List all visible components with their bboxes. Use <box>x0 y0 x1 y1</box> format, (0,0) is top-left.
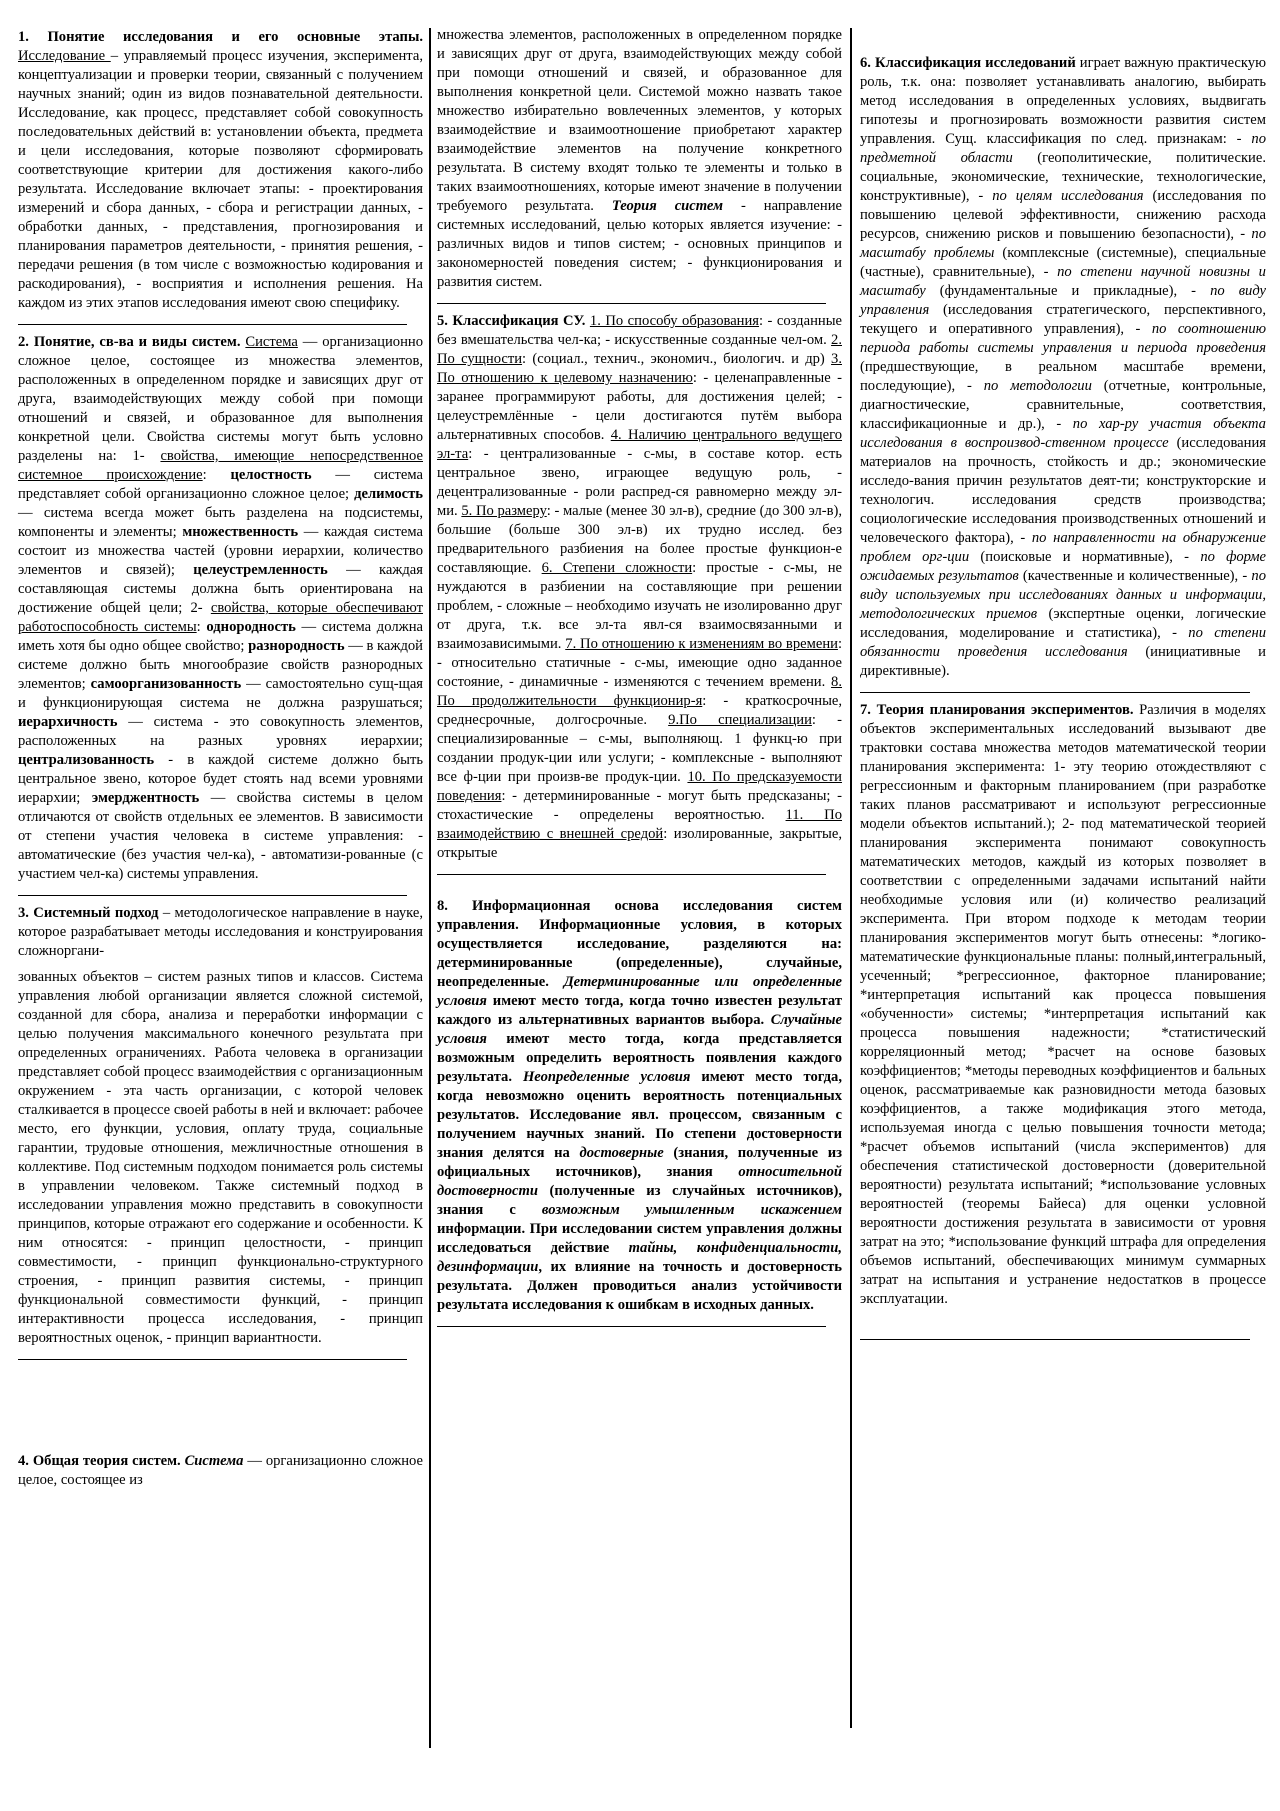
text: - направление системных исследований, целью которых является изучение: - различных видов и типов систем; - основных принципов и закономерностей поведения систем; - функционирования и развития систем. <box>437 198 842 290</box>
keyword: по форме ожидаемых результатов <box>860 549 1266 584</box>
criterion: 5. По размеру <box>461 503 547 519</box>
section-1-text: – управляемый процесс изучения, эксперимента, концептуализации и проверки теории, связанный с получением научных знаний; один из видов познавательной деятельности. Исследование, как процесс, представляет собой совокупность последовательных действий в: установлении объекта, предмета и цели исследования, которые позволяют сформировать соответствующие критерии для достижения какого-либо результата. Исследование включает этапы: - проектирования измерений и сбора данных, - сбора и регистрации данных, - обработки данных, - представления, прогнозирования и планирования параметров деятельности, - принятия решения, - передачи решения (в том числе с возможностью кодирования и раскодирования), - восприятия и исполнения решения. На каждом из этих этапов исследования имеют свою специфику. <box>18 48 423 311</box>
text: — каждая система состоит из множества частей (уровни иерархии, количество элементов и связей); <box>18 524 423 578</box>
keyword: по целям исследования <box>992 188 1144 204</box>
text: (полученные из случайных источников), знания с <box>437 1183 842 1218</box>
section-4-continued <box>437 26 842 292</box>
separator <box>18 1359 407 1360</box>
keyword: достоверные <box>579 1145 664 1161</box>
separator <box>437 303 826 304</box>
text: — свойства системы в целом отличаются от свойств отдельных ее элементов. В зависимости от степени участия человека в системе управления: - автоматические (без участия чел-ка), - автоматизи-рованные (с участием чел-ка) системы управления. <box>18 790 423 882</box>
text: (поисковые и нормативные), - <box>969 549 1201 565</box>
term-research: Исследование <box>18 48 111 64</box>
keyword: тайны, конфиденциальности, дезинформации <box>437 1240 842 1275</box>
text: (фундаментальные и прикладные), - <box>925 283 1211 299</box>
section-2: 2. Понятие, св-ва и виды систем. Система — организационно сложное целое, состоящее из множества элементов, расположенных в определенном порядке и зависящих друг от друга, взаимодействующих между собой при помощи отношений и связей, и образованное для выполнения конкретной цели. Свойства системы могут быть условно разделены на: 1- свойства, имеющие непосредственное системное происхождение: целостность — система представляет собой организационно сложное целое; делимость — система всегда может быть разделена на подсистемы, компоненты и элементы; множественность — каждая система состоит из множества частей (уровни иерархии, количество элементов и связей); целеустремленность — каждая составляющая системы должна быть ориентирована на достижение общей цели; 2- свойства, которые обеспечивают работоспособность системы: однородность — система должна иметь хотя бы одно общее свойство; разнородность — в каждой системе должно быть многообразие свойств разнородных элементов; самоорганизованность — самостоятельно сущ-щая и функционирующая система не должна разрушаться; иерархичность — система - это совокупность элементов, расположенных на разных уровнях иерархии; централизованность - в каждой системе должно быть центральное звено, которое будет стоять над всеми уровнями иерархии; эмерджентность — свойства системы в целом отличаются от свойств отдельных ее элементов. В зависимости от степени участия человека в системе управления: - автоматические (без участия чел-ка), - автоматизи-рованные (с участием чел-ка) системы управления. <box>18 334 424 882</box>
keyword: по степени обязанности проведения исследования <box>860 625 1266 660</box>
text: играет важную практическую роль, т.к. она: позволяет устанавливать аналогию, выбирать метод исследования в определенных условиях, выдвигать гипотезы и прогнозировать возможности развития систем управления. Сущ. классификация по след. признакам: - <box>860 55 1266 147</box>
text: (исследования материалов на прочность, стойкость и др.; экономические исследо-вания причин результатов деят-ти; конструкторские и технологич. исследования средств производства; социологические исследования производственных отношений и человеческого фактора), - <box>860 435 1266 546</box>
keyword: целостность <box>230 467 312 483</box>
section-1 <box>18 28 423 313</box>
criterion: 10. По предсказуемости поведения <box>437 769 842 804</box>
text: : - детерминированные - могут быть предсказаны; - стохастические - определены вероятностью. <box>437 788 842 823</box>
text: : простые - с-мы, не нуждаются в разбиении на составляющие при решении проблем, - сложные – необходимо изучать не изолированно друг от друга, т.к. все эл-та явл-ся взаимосвязанными и взаимозависимыми. <box>437 560 842 652</box>
properties-group-1: свойства, имеющие непосредственное системное происхождение <box>18 448 423 483</box>
keyword: делимость <box>354 486 423 502</box>
keyword: по соотношению периода работы системы управления и периода проведения <box>860 321 1266 356</box>
text: – методологическое направление в науке, которое разрабатывает методы исследования и конструирования сложноргани- <box>18 905 423 959</box>
section-2-title: 2. Понятие, св-ва и виды систем. <box>18 334 241 350</box>
section-3 <box>18 904 423 961</box>
text: : - краткосрочные, среднесрочные, долгосрочные. <box>437 693 842 728</box>
text: — в каждой системе должно быть многообразие свойств разнородных элементов; <box>18 638 423 692</box>
criterion: 6. Степени сложности <box>541 560 693 576</box>
section-3-continued <box>18 968 423 1348</box>
term-system: Система <box>184 1453 244 1469</box>
keyword: централизованность <box>18 752 155 768</box>
text: — организационно сложное целое, состоящее из <box>18 1453 423 1488</box>
text: (исследования стратегического, перспективного, текущего и оперативного управления), - <box>860 302 1266 337</box>
criterion: 8. По продолжительности функционир-я <box>437 674 842 709</box>
criterion: 4. Наличию центрального ведущего эл-та <box>437 427 842 462</box>
keyword: однородность <box>206 619 296 635</box>
text: — каждая составляющая системы должна быть ориентирована на достижение общей цели; 2- <box>18 562 424 616</box>
keyword: по степени научной новизны и масштабу <box>860 264 1266 299</box>
text: множества элементов, расположенных в определенном порядке и зависящих друг от друга, взаимодействующих между собой при помощи отношений и связей, и образованное для выполнения конкретной цели. Системой можно назвать такое множество избирательно вовлеченных элементов, у которых взаимодействие и взаимоотношение приобретают характер взаимодействие элементов на получение конкретного результата. В систему входят только те элементы и только в таких взаимоотношениях, которые имеют значение в получении требуемого результата. <box>437 27 842 214</box>
keyword: по направленности на обнаружение проблем орг-ции <box>860 530 1266 565</box>
column-3 <box>860 54 1266 1348</box>
keyword: целеустремленность <box>193 562 328 578</box>
keyword: по предметной области <box>860 131 1266 166</box>
column-2 <box>437 26 842 1335</box>
separator <box>860 1339 1250 1340</box>
text: : - относительно статичные - с-мы, имеющие одно заданное состояние, - динамичные - изменяются с течением времени. <box>437 636 842 690</box>
separator <box>860 692 1250 693</box>
keyword: эмерджентность <box>91 790 200 806</box>
separator <box>437 874 826 875</box>
text: (знания, полученные из официальных источников), знания <box>437 1145 842 1180</box>
keyword: самоорганизованность <box>90 676 242 692</box>
text: Информационные условия, в которых осуществляется исследование, разделяются на: детерминированные (определенные), случайные, неопределенные. <box>437 917 842 990</box>
separator <box>18 895 407 896</box>
keyword: по хар-ру участия объекта исследования в воспроизвод-ственном процессе <box>860 416 1266 451</box>
keyword: по виду управления <box>860 283 1266 318</box>
section-7-title: 7. Теория планирования экспериментов. <box>860 702 1134 718</box>
text: (комплексные (системные), специальные (частные), сравнительные), - <box>860 245 1266 280</box>
keyword: по масштабу проблемы <box>860 226 1266 261</box>
section-6-title: 6. Классификация исследований <box>860 55 1076 71</box>
criterion: 11. По взаимодействию с внешней средой <box>437 807 842 842</box>
column-divider-right <box>850 28 852 1728</box>
keyword: разнородность <box>248 638 345 654</box>
text: (исследования по повышению целевой эффективности, снижению расхода ресурсов, снижению рисков и повышению безопасности), - <box>860 188 1267 242</box>
text: - в каждой системе должно быть центральное звено, которое будет стоять над всеми уровнями иерархии; <box>18 752 423 806</box>
section-5-title: 5. Классификация СУ. <box>437 313 586 329</box>
keyword: Детерминированные или определенные условия <box>437 974 842 1009</box>
text: информации. При исследовании систем управления должны исследоваться действие <box>437 1221 842 1256</box>
criterion: 3. По отношению к целевому назначению <box>437 351 842 386</box>
text: : - целенаправленные - заранее программируют работы, для достижения целей; - целеустремлённые - цели достигаются путём выбора альтернативных способов. <box>437 370 842 443</box>
section-5 <box>437 312 842 863</box>
text: : - централизованные - с-мы, в составе котор. есть центральное звено, играющее ведущую роль, - децентрализованные - роли распред-ся равномерно между эл-ми. <box>437 446 842 519</box>
keyword: множественность <box>182 524 299 540</box>
keyword: Неопределенные условия <box>522 1069 691 1085</box>
keyword: иерархичность <box>18 714 118 730</box>
text: : - созданные без вмешательства чел-ка; - искусственные созданные чел-ом. <box>437 313 842 348</box>
text: — самостоятельно сущ-щая и функционирующая система не должна разрушаться; <box>18 676 424 711</box>
section-4-title: 4. Общая теория систем. <box>18 1453 181 1469</box>
section-3-title: 3. Системный подход <box>18 905 159 921</box>
text: имеют место тогда, когда невозможно оценить вероятность потенциальных результатов. Исследование явл. процессом, связанным с получением научных знаний. По степени достоверности знания делятся на <box>437 1069 843 1161</box>
keyword: возможным умышленным искажением <box>541 1202 843 1218</box>
separator <box>18 324 407 325</box>
text: — система - это совокупность элементов, расположенных на разных уровнях иерархии; <box>18 714 423 749</box>
text: : - малые (менее 30 эл-в), средние (до 300 эл-в), большие (больше 300 эл-в) их трудно исслед. без предварительного разбиения на более простые функцион-е составляющие. <box>437 503 842 576</box>
column-1 <box>18 28 423 1490</box>
section-7 <box>860 701 1266 1309</box>
text: — организационно сложное целое, состоящее из множества элементов, расположенных в определенном порядке и зависящих друг от друга, взаимодействующих между собой при помощи отношений и связей, и образованное для выполнения конкретной цели. Свойства системы могут быть условно разделены на: 1- <box>18 334 423 464</box>
term-system: Система <box>245 334 298 350</box>
text: — система представляет собой организационно сложное целое; <box>18 467 424 502</box>
text: , их влияние на точность и достоверность результата. Должен проводиться анализ устойчивости результата исследования к ошибкам в исходных данных. <box>437 1259 842 1313</box>
keyword: Теория систем <box>611 198 724 214</box>
properties-group-2: свойства, которые обеспечивают работоспособность системы <box>18 600 423 635</box>
keyword: Случайные условия <box>437 1012 842 1047</box>
keyword: по методологии <box>983 378 1092 394</box>
text: (инициативные и директивные). <box>860 644 1266 679</box>
section-8 <box>437 897 842 1315</box>
text: : (социал., технич., экономич., биологич. и др) <box>522 351 832 367</box>
text: — система всегда может быть разделена на подсистемы, компоненты и элементы; <box>18 505 423 540</box>
section-1-title: 1. Понятие исследования и его основные этапы. <box>18 29 423 45</box>
criterion: 2. По сущности <box>437 332 842 367</box>
criterion: 7. По отношению к изменениям во времени <box>565 636 838 652</box>
column-divider-left <box>429 28 431 1748</box>
text: имеют место тогда, когда представляется возможным определить вероятность появления каждого результата. <box>437 1031 842 1085</box>
criterion: 9.По специализации <box>668 712 812 728</box>
text: — система должна иметь хотя бы одно общее свойство; <box>18 619 423 654</box>
keyword: по виду используемых при исследованиях данных и информации, методологических приемов <box>860 568 1266 622</box>
text: (отчетные, контрольные, диагностические, сравнительные, соответствия, классификационные и др.), - <box>860 378 1266 432</box>
section-8-title: 8. Информационная основа исследования систем управления. <box>437 898 842 933</box>
text: : - специализированные – с-мы, выполняющ. 1 функц-ю при создании продук-ции или услуги; - комплексные - выполняют все ф-ции при произв-ве продук-ции. <box>437 712 842 785</box>
section-6 <box>860 54 1266 681</box>
keyword: относительной достоверности <box>437 1164 842 1199</box>
text: Различия в моделях объектов экспериментальных исследований вызывают две трактовки состава множества методов математической теории планирования эксперимента: 1- эту теорию отождествляют с регрессионным и факторным планированием (при разработке таких планов рассматривают и используют регрессионные модели объектов испытаний.); 2- под математической теорией планирования эксперимента понимают совокупность математических методов, каждый из которых позволяет в соответствии с определенными задачами испытаний найти необходимые условия или (и) количество реализаций эксперимента. При втором подходе к методам теории планирования экспериментов могут быть отнесены: *логико-математические функциональные планы: полный,интегральный, усеченный; *регрессионное, факторное планирование; *интерпретация испытаний как процесса повышения «обученности» системы; *интерпретация испытаний как процесса повышения надежности; *статистический корреляционный метод; *расчет на основе базовых коэффициентов; *методы переводных коэффициентов и бальных оценок, рассматриваемые как разновидности метода базовых коэффициентов, а также модификация этого метода, используемая иногда с целью повышения точности метода; *расчет объемов испытаний (числа экспериментов) для обеспечения статистической достоверности (доверительной вероятности) результата испытаний; *использование условных вероятностей (теоремы Байеса) для оценки условной вероятности достижения результата в зависимости от уровня затрат на это; *использование функций штрафа для определения объемов испытаний, обеспечивающих минимум суммарных затрат на испытания и устранение недостатков в процессе эксплуатации. <box>860 702 1266 1307</box>
text: имеют место тогда, когда точно известен результат каждого из альтернативных вариантов выбора. <box>437 993 842 1028</box>
text: : изолированные, закрытые, открытые <box>437 826 842 861</box>
text: (качественные и количественные), - <box>1018 568 1252 584</box>
section-4 <box>18 1452 423 1490</box>
text: (экспертные оценки, логические исследования, моделирование и статистика), - <box>860 606 1266 641</box>
criterion: 1. По способу образования <box>589 313 760 329</box>
separator <box>437 1326 826 1327</box>
text: (геополитические, политические. социальные, экономические, технические, технологические, конструктивные), - <box>860 150 1266 204</box>
text: (предшествующие, в реальном масштабе времени, последующие), - <box>860 359 1266 394</box>
text: зованных объектов – систем разных типов и классов. Система управления любой организации является сложной системой, созданной для сбора, анализа и переработки информации с целью получения максимального конечного результата при определенных ограничениях. Работа человека в организации представляет собой процесс взаимодействия с организационным окружением - эта часть организации, с которой человек сталкивается в процессе своей работы в ней и включает: рабочее место, его функции, условия, оплату труда, социальные гарантии, трудовые отношения, межличностные отношения в коллективе. Под системным подходом понимается роль системы в управлении человеком. Также системный подход в исследовании управления можно представить в совокупности принципов, которые отражают его содержание и особенности. К ним относятся: - принцип целостности, - принцип совместимости, - принцип функционально-структурного строения, - принцип развития системы, - принцип функциональной совместимости функций, - принцип интерактивности процесса исследования, - принцип вероятностных оценок, - принцип вариантности. <box>18 969 423 1346</box>
